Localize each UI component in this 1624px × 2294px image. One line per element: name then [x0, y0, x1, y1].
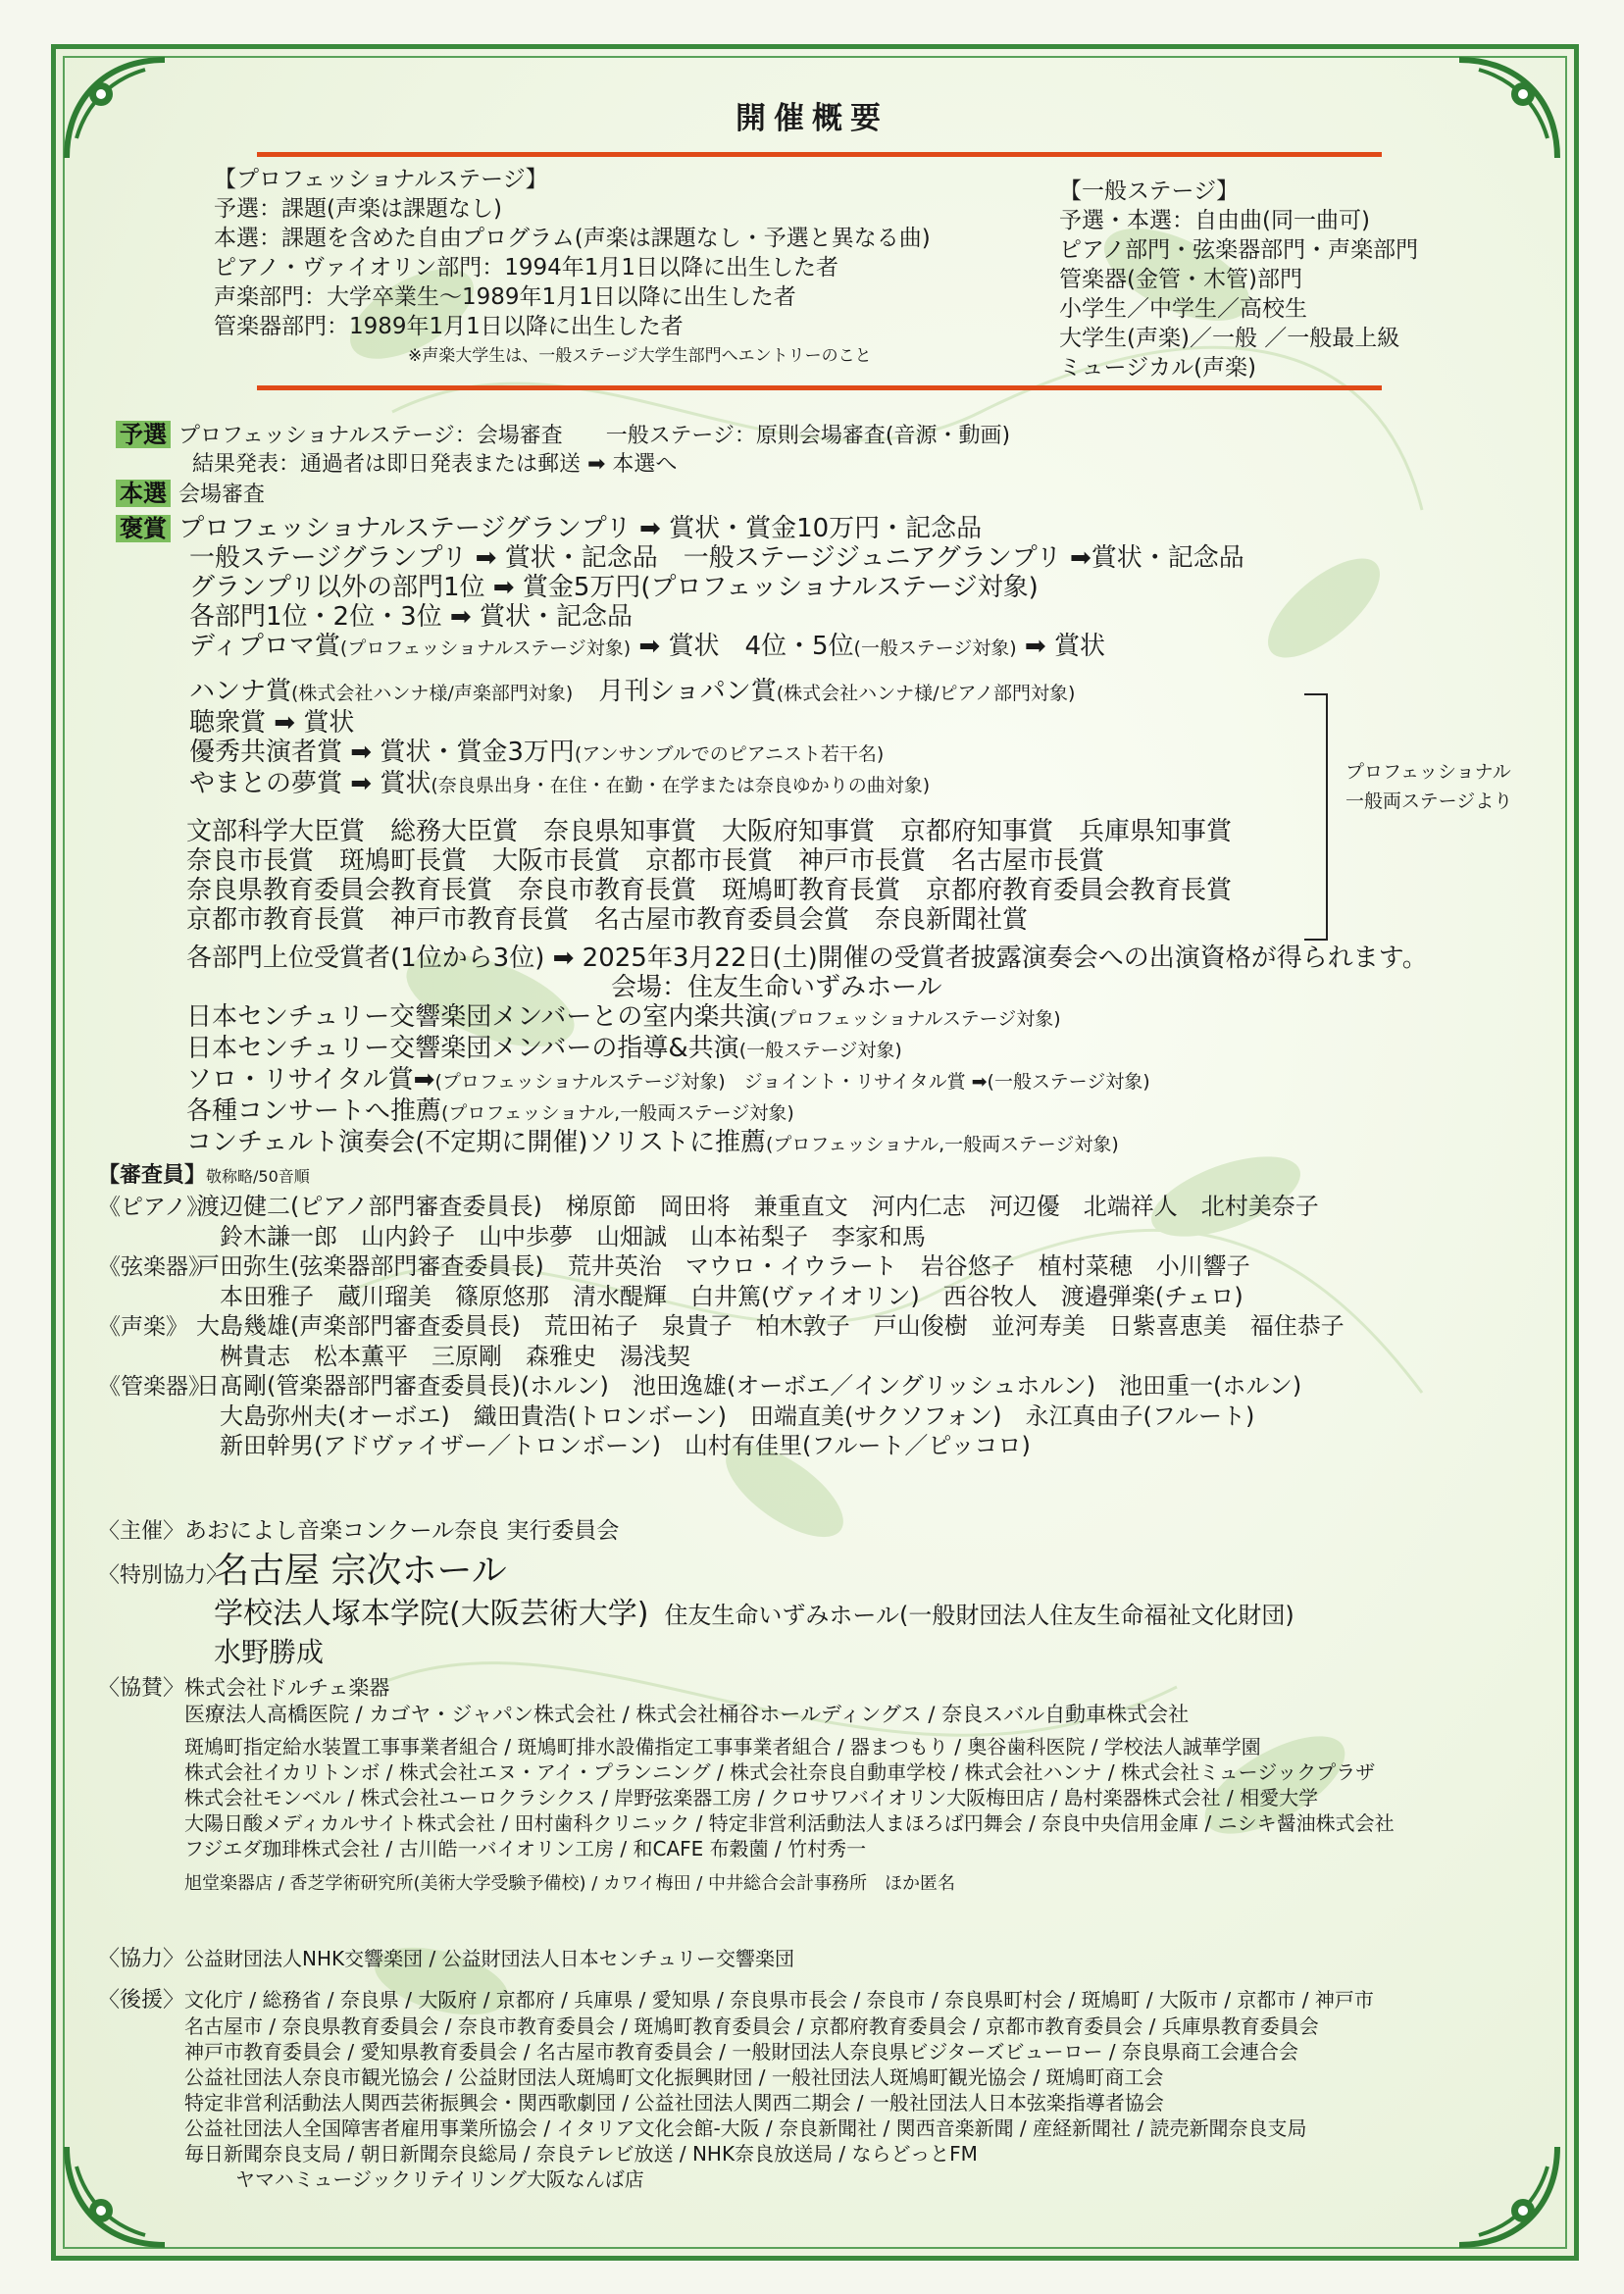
organizer-label: 〈主催〉 [98, 1519, 185, 1544]
general-stage-line: ミュージカル(声楽) [1059, 355, 1257, 381]
award-note: (奈良県出身・在住・在勤・在学または奈良ゆかりの曲対象) [431, 775, 931, 796]
official-award-line: 京都市教育長賞 神戸市教育長賞 名古屋市教育委員会賞 奈良新聞社賞 [186, 905, 1029, 935]
support-line: 公益社団法人奈良市観光協会 / 公益財団法人斑鳩町文化振興財団 / 一般社団法人斑鳩町観光協会 / 斑鳩町商工会 [184, 2065, 1164, 2089]
extra-note: (一般ステージ対象) [738, 1040, 902, 1061]
judge-line: 本田雅子 蔵川瑠美 篠原悠那 清水醍輝 白井篤(ヴァイオリン) 西谷牧人 渡邉弾楽(チェロ) [220, 1283, 1243, 1310]
special-coop-line: 水野勝成 [214, 1636, 325, 1668]
cooperation-section [98, 1946, 794, 1972]
awards-tag: 褒賞 [116, 515, 171, 542]
special-awards [189, 677, 1075, 800]
judge-line: 渡辺健二(ピアノ部門審査委員長) 梯原節 岡田将 兼重直文 河内仁志 河辺優 北端祥人 北村美奈子 [196, 1193, 1319, 1220]
award-note: (株式会社ハンナ様/ピアノ部門対象) [776, 683, 1076, 704]
pro-stage-heading: 【プロフェッショナルステージ】 [214, 167, 548, 192]
judges-heading: 【審査員】 [98, 1163, 207, 1188]
judge-line: 戸田弥生(弦楽器部門審査委員長) 荒井英治 マウロ・イウラート 岩谷悠子 植村菜穂 小川響子 [196, 1252, 1250, 1280]
diploma-note2: (一般ステージ対象) [853, 637, 1017, 659]
special-coop-label: 〈特別協力〉 [98, 1563, 228, 1588]
audience-award: 聴衆賞 ➡ 賞状 [189, 708, 355, 738]
yosen-line: プロフェッショナルステージ：会場審査 一般ステージ：原則会場審査(音源・動画) [178, 424, 1011, 448]
concert-venue: 会場：住友生命いずみホール [611, 973, 942, 1002]
pro-stage-line: 予選：課題(声楽は課題なし) [214, 196, 502, 222]
awards-section [116, 514, 1244, 663]
sponsors-section [98, 1675, 1395, 1897]
diploma-line [116, 632, 1244, 663]
support-line: 特定非営利活動法人関西芸術振興会・関西歌劇団 / 公益社団法人関西二期会 / 一般社団法人日本弦楽指導者協会 [184, 2091, 1164, 2115]
pro-stage-box [214, 165, 931, 371]
extra-award: ソロ・リサイタル賞➡ [186, 1065, 435, 1095]
award-line: グランプリ以外の部門1位 ➡ 賞金5万円(プロフェッショナルステージ対象) [189, 573, 1039, 602]
official-award-line: 文部科学大臣賞 総務大臣賞 奈良県知事賞 大阪府知事賞 京都府知事賞 兵庫県知事賞 [186, 817, 1233, 846]
extra-note: (プロフェッショナルステージ対象) [770, 1008, 1061, 1030]
support-line: 神戸市教育委員会 / 愛知県教育委員会 / 名古屋市教育委員会 / 一般財団法人奈良県ビジターズビューロー / 奈良県商工会連合会 [184, 2040, 1299, 2064]
general-stage-line: 小学生／中学生／高校生 [1059, 296, 1307, 322]
pro-stage-line: 声楽部門：大学卒業生〜1989年1月1日以降に出生した者 [214, 284, 796, 310]
honsen-tag: 本選 [116, 480, 171, 507]
yosen-result: 結果発表：通過者は即日発表または郵送 ➡ 本選へ [192, 452, 678, 477]
special-coop-line: 学校法人塚本学院(大阪芸術大学) [214, 1597, 649, 1631]
general-stage-line: 管楽器(金管・木管)部門 [1059, 267, 1302, 292]
sponsor-line: 株式会社モンベル / 株式会社ユーロクラシクス / 岸野弦楽器工房 / クロサワバイオリン大阪梅田店 / 島村楽器株式会社 / 相愛大学 [184, 1786, 1319, 1810]
support-label: 〈後援〉 [98, 1988, 185, 2013]
concert-line: 各部門上位受賞者(1位から3位) ➡ 2025年3月22日(土)開催の受賞者披露演奏会への出演資格が得られます。 [186, 943, 1428, 973]
special-coop-line: 住友生命いずみホール(一般財団法人住友生命福祉文化財団) [664, 1602, 1294, 1629]
chopin-award: 月刊ショパン賞 [573, 677, 777, 706]
special-coop-line: 名古屋 宗次ホール [214, 1551, 507, 1591]
judge-label-piano: 《ピアノ》 [98, 1195, 210, 1220]
extra-award: コンチェルト演奏会(不定期に開催)ソリストに推薦 [186, 1128, 766, 1157]
sponsor-line: 株式会社ドルチェ楽器 [184, 1676, 390, 1700]
award-line: 一般ステージグランプリ ➡ 賞状・記念品 一般ステージジュニアグランプリ ➡賞状・記念品 [189, 543, 1244, 573]
yosen-tag: 予選 [116, 421, 171, 448]
judge-line: 大島幾雄(声楽部門審査委員長) 荒田祐子 泉貴子 柏木敦子 戸山俊樹 並河寿美 日紫喜恵美 福住恭子 [196, 1312, 1345, 1340]
general-stage-line: ピアノ部門・弦楽器部門・声楽部門 [1059, 237, 1419, 263]
judge-line: 大島弥州夫(オーボエ) 織田貴浩(トロンボーン) 田端直美(サクソフォン) 永江真由子(フルート) [220, 1402, 1255, 1430]
support-line: 文化庁 / 総務省 / 奈良県 / 大阪府 / 京都府 / 兵庫県 / 愛知県 / 奈良県市長会 / 奈良市 / 奈良県町村会 / 斑鳩町 / 大阪市 / 京都市 / 神戸市 [184, 1988, 1374, 2012]
diploma-note: (プロフェッショナルステージ対象) [339, 637, 632, 659]
judge-line: 新田幹男(アドヴァイザー／トロンボーン) 山村有佳里(フルート／ピッコロ) [220, 1432, 1031, 1459]
sponsor-line: 医療法人高橋医院 / カゴヤ・ジャパン株式会社 / 株式会社桶谷ホールディングス / 奈良スバル自動車株式会社 [184, 1703, 1190, 1726]
judge-line: 鈴木謙一郎 山内鈴子 山中歩夢 山畑誠 山本祐梨子 李家和馬 [220, 1223, 926, 1250]
extra-award: 日本センチュリー交響楽団メンバーの指導&共演 [186, 1034, 739, 1063]
award-note: (株式会社ハンナ様/声楽部門対象) [291, 683, 574, 704]
page-title: 開催概要 [736, 101, 888, 136]
award-note: (アンサンブルでのピアニスト若干名) [574, 743, 885, 765]
bracket-note-line: 一般両ステージより [1345, 790, 1513, 812]
diploma-rest: ➡ 賞状 4位・5位 [631, 632, 854, 661]
cooperation-label: 〈協力〉 [98, 1947, 185, 1971]
extra-note: (プロフェッショナル,一般両ステージ対象) [441, 1102, 794, 1124]
support-line: ヤマハミュージックリテイリング大阪なんば店 [235, 2167, 644, 2191]
official-award-line: 奈良市長賞 斑鳩町長賞 大阪市長賞 京都市長賞 神戸市長賞 名古屋市長賞 [186, 846, 1105, 876]
pro-stage-line: ピアノ・ヴァイオリン部門：1994年1月1日以降に出生した者 [214, 255, 839, 280]
organizer-section [98, 1518, 619, 1545]
sponsors-label: 〈協賛〉 [98, 1676, 185, 1701]
organizer-text: あおによし音楽コンクール奈良 実行委員会 [184, 1518, 620, 1544]
bracket-note [1345, 757, 1512, 816]
general-stage-line: 予選・本選：自由曲(同一曲可) [1059, 208, 1370, 233]
yamato-award: やまとの夢賞 ➡ 賞状 [189, 769, 431, 798]
bracket-note-line: プロフェッショナル [1345, 761, 1511, 783]
sponsor-line: 株式会社イカリトンボ / 株式会社エヌ・アイ・プランニング / 株式会社奈良自動車学校 / 株式会社ハンナ / 株式会社ミュージックプラザ [184, 1760, 1376, 1784]
judge-label-vocal: 《声楽》 [98, 1314, 188, 1340]
extra-note: (プロフェッショナル,一般両ステージ対象) [766, 1134, 1119, 1155]
pro-stage-line: 本選：課題を含めた自由プログラム(声楽は課題なし・予選と異なる曲) [214, 226, 931, 251]
support-section [98, 1987, 1374, 2192]
support-line: 毎日新聞奈良支局 / 朝日新聞奈良総局 / 奈良テレビ放送 / NHK奈良放送局 / ならどっとFM [184, 2142, 978, 2166]
judges-section [98, 1161, 1345, 1460]
general-stage-line: 大学生(声楽)／一般 ／一般最上級 [1059, 326, 1400, 351]
judge-label-strings: 《弦楽器》 [98, 1254, 211, 1280]
pro-stage-line: 管楽器部門：1989年1月1日以降に出生した者 [214, 314, 684, 339]
extra-award: 日本センチュリー交響楽団メンバーとの室内楽共演 [186, 1002, 771, 1032]
top-rule [257, 152, 1382, 157]
support-line: 名古屋市 / 奈良県教育委員会 / 奈良市教育委員会 / 斑鳩町教育委員会 / 京都府教育委員会 / 京都市教育委員会 / 兵庫県教育委員会 [184, 2014, 1319, 2038]
honsen-section [116, 479, 265, 509]
judge-line: 日髙剛(管楽器部門審査委員長)(ホルン) 池田逸雄(オーボエ／イングリッシュホルン) 池田重一(ホルン) [196, 1372, 1302, 1400]
accompanist-award: 優秀共演者賞 ➡ 賞状・賞金3万円 [189, 738, 575, 767]
honsen-text: 会場審査 [178, 483, 265, 507]
hanna-award: ハンナ賞 [189, 677, 292, 706]
bottom-rule [257, 385, 1382, 390]
cooperation-text: 公益財団法人NHK交響楽団 / 公益財団法人日本センチュリー交響楽団 [184, 1947, 794, 1970]
pro-stage-note: ※声楽大学生は、一般ステージ大学生部門へエントリーのこと [408, 346, 872, 366]
official-awards [186, 817, 1232, 935]
diploma-end: ➡ 賞状 [1016, 632, 1105, 661]
support-line: 公益社団法人全国障害者雇用事業所協会 / イタリア文化会館-大阪 / 奈良新聞社 / 関西音楽新聞 / 産経新聞社 / 読売新聞奈良支局 [184, 2116, 1307, 2140]
judge-label-winds: 《管楽器》 [98, 1374, 211, 1400]
general-stage-heading: 【一般ステージ】 [1059, 178, 1240, 204]
award-line: 各部門1位・2位・3位 ➡ 賞状・記念品 [189, 602, 633, 632]
diploma-award: ディプロマ賞 [189, 632, 340, 661]
extra-note: (プロフェッショナルステージ対象) ジョイント・リサイタル賞 ➡(一般ステージ対象) [434, 1071, 1150, 1093]
sponsor-line: 旭堂楽器店 / 香芝学術研究所(美術大学受験予備校) / カワイ梅田 / 中井総合会計事務所 ほか匿名 [184, 1873, 956, 1894]
official-award-line: 奈良県教育委員会教育長賞 奈良市教育長賞 斑鳩町教育長賞 京都府教育委員会教育長賞 [186, 876, 1233, 905]
award-line: プロフェッショナルステージグランプリ ➡ 賞状・賞金10万円・記念品 [178, 514, 983, 543]
extra-award: 各種コンサートへ推薦 [186, 1096, 442, 1126]
special-coop-section [98, 1552, 1294, 1669]
sponsor-line: 大陽日酸メディカルサイト株式会社 / 田村歯科クリニック / 特定非営利活動法人まほろば円舞会 / 奈良中央信用金庫 / ニシキ醤油株式会社 [184, 1811, 1395, 1835]
judge-line: 桝貴志 松本薫平 三原剛 森雅史 湯浅契 [220, 1343, 690, 1370]
concert-info [186, 943, 1428, 1159]
awards-bracket [1304, 693, 1328, 941]
yosen-section [116, 420, 1010, 479]
sponsor-line: 斑鳩町指定給水装置工事事業者組合 / 斑鳩町排水設備指定工事事業者組合 / 器まつもり / 奥谷歯科医院 / 学校法人誠華学園 [184, 1735, 1261, 1759]
judges-note: 敬称略/50音順 [206, 1167, 310, 1186]
general-stage-box [1059, 177, 1418, 382]
corner-ornament-bottom-right-icon [1449, 2137, 1567, 2255]
sponsor-line: フジエダ珈琲株式会社 / 古川皓一バイオリン工房 / 和CAFE 布穀薗 / 竹村秀一 [184, 1837, 867, 1861]
